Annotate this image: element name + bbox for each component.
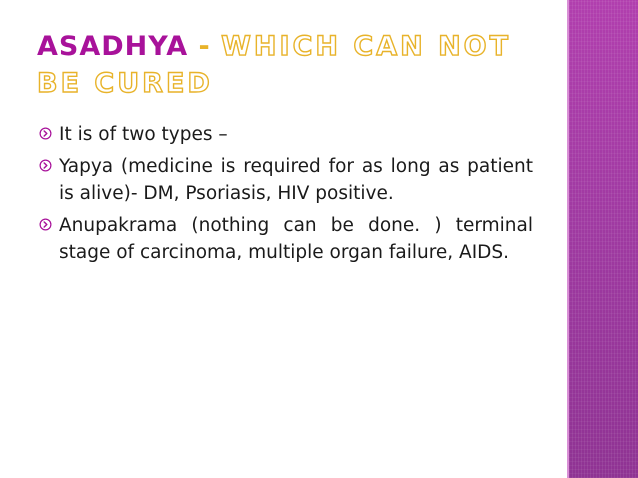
circled-arrow-bullet-icon (39, 218, 52, 231)
circled-arrow-bullet-icon (39, 127, 52, 140)
bullet-item (39, 121, 533, 149)
title-rest: WHICH CAN NOT BE CURED (37, 31, 512, 99)
bullet-text: Anupakrama (nothing can be done. ) terminal stage of carcinoma, multiple organ failure, AIDS. (59, 214, 533, 263)
circled-arrow-bullet-icon (39, 159, 52, 172)
bullet-item (39, 153, 533, 208)
title-separator: - (188, 31, 222, 62)
decorative-side-bar (567, 0, 638, 478)
bullet-item (39, 212, 533, 267)
title-main: ASADHYA (37, 31, 189, 62)
slide-title (37, 28, 537, 102)
bullet-text: It is of two types – (59, 124, 228, 145)
bullet-list (39, 121, 533, 271)
bullet-text: Yapya (medicine is required for as long as patient is alive)- DM, Psoriasis, HIV positive. (59, 155, 533, 204)
